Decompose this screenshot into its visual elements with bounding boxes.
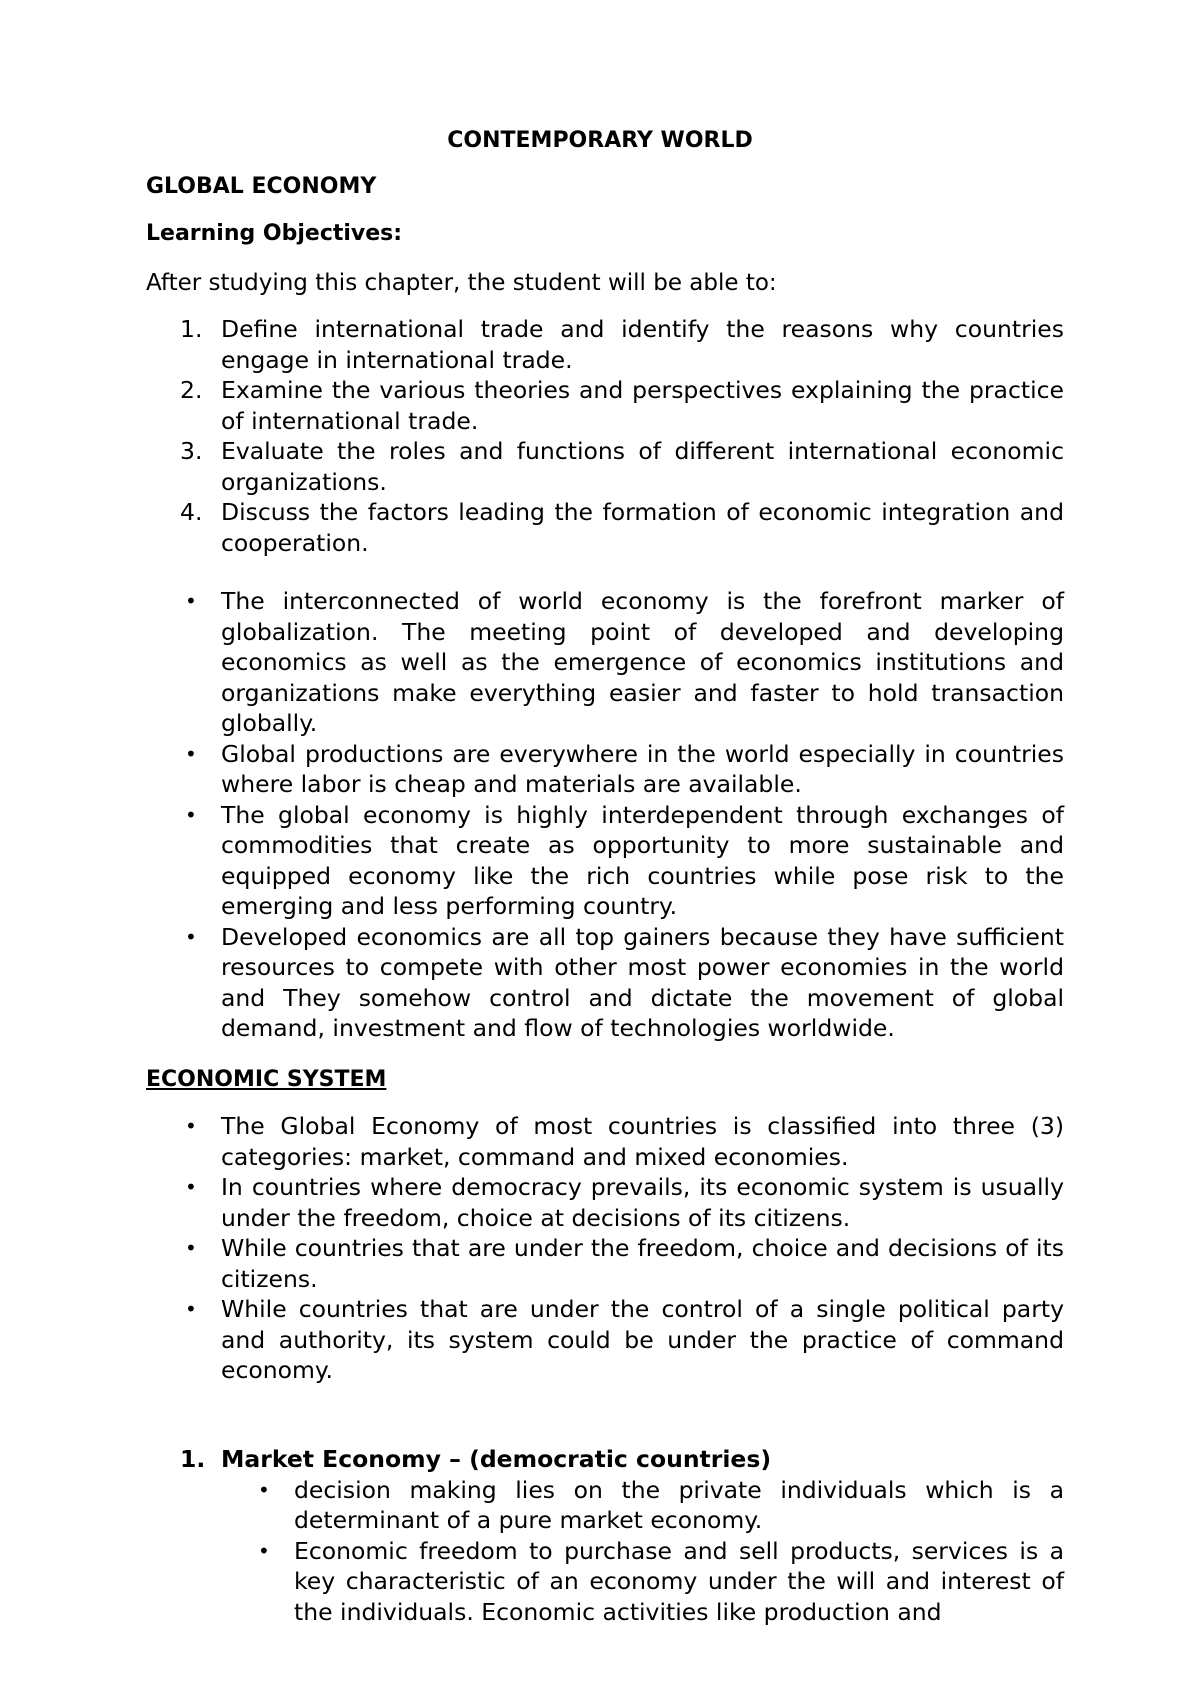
list-item-text: The global economy is highly interdependent through exchanges of commodities that create as opportunity to more sustainable and equipped economy like the rich countries while pose risk to the emerging and less performing country. [221, 800, 1064, 920]
list-item [0, 739, 1064, 800]
bullet-icon: • [258, 1538, 270, 1563]
list-number: 4. [180, 498, 203, 526]
document-title: CONTEMPORARY WORLD [447, 128, 753, 153]
list-number: 2. [180, 376, 203, 404]
list-item-text: decision making lies on the private individuals which is a determinant of a pure market economy. [294, 1475, 1064, 1534]
objectives-list [0, 314, 1200, 558]
bullet-icon: • [185, 1236, 197, 1260]
bullet-icon: • [185, 589, 197, 613]
list-item-text: The Global Economy of most countries is classified into three (3) categories: market, command and mixed economies. [221, 1112, 1064, 1171]
list-item [0, 1233, 1064, 1294]
economic-system-bullets [0, 1111, 1200, 1386]
list-number: 1. [180, 1445, 206, 1473]
list-item-text: While countries that are under the freedom, choice and decisions of its citizens. [221, 1234, 1064, 1293]
intro-text: After studying this chapter, the student will be able to: [146, 270, 777, 296]
list-item [0, 1475, 1064, 1536]
list-item-text: Developed economics are all top gainers because they have sufficient resources to compete with other most power economies in the world and They somehow control and dictate the movement of global demand, investment and flow of technologies worldwide. [221, 922, 1064, 1042]
market-economy-heading [0, 1444, 1200, 1475]
list-item-text: Global productions are everywhere in the world especially in countries where labor is cheap and materials are available. [221, 739, 1064, 798]
list-item [0, 436, 1064, 497]
list-number: 1. [180, 315, 203, 343]
list-item-text: Discuss the factors leading the formation of economic integration and cooperation. [221, 498, 1064, 557]
list-number: 3. [180, 437, 203, 465]
bullet-icon: • [185, 924, 197, 949]
list-item-text: Economic freedom to purchase and sell products, services is a key characteristic of an economy under the will and interest of the individuals. Economic activities like production and [294, 1536, 1064, 1626]
list-item [0, 375, 1064, 436]
list-item [0, 1172, 1064, 1233]
list-item-text: While countries that are under the control of a single political party and authority, its system could be under the practice of command economy. [221, 1295, 1064, 1384]
learning-objectives-heading: Learning Objectives: [146, 221, 403, 246]
bullet-icon: • [185, 741, 197, 766]
section-heading-economic-system: ECONOMIC SYSTEM [146, 1067, 387, 1092]
bullet-icon: • [258, 1477, 270, 1502]
list-item [0, 1536, 1064, 1628]
list-item [0, 586, 1064, 739]
list-item [0, 497, 1064, 558]
bullet-icon: • [185, 1297, 197, 1321]
market-economy-title: Market Economy – (democratic countries) [221, 1445, 772, 1473]
market-economy-section [0, 1444, 1200, 1627]
list-item [0, 922, 1064, 1044]
list-item [0, 1111, 1064, 1172]
global-economy-bullets [0, 586, 1200, 1044]
list-item [0, 314, 1064, 375]
list-item-text: Examine the various theories and perspectives explaining the practice of international trade. [221, 376, 1064, 435]
section-heading-global-economy: GLOBAL ECONOMY [146, 174, 377, 199]
list-item-text: Define international trade and identify the reasons why countries engage in international trade. [221, 315, 1064, 374]
list-item [0, 1294, 1064, 1386]
list-item-text: The interconnected of world economy is the forefront marker of globalization. The meeting point of developed and developing economics as well as the emergence of economics institutions and organizations make everything easier and faster to hold transaction globally. [221, 587, 1064, 737]
bullet-icon: • [185, 802, 197, 827]
list-item-text: Evaluate the roles and functions of different international economic organizations. [221, 437, 1064, 496]
bullet-icon: • [185, 1175, 197, 1199]
bullet-icon: • [185, 1114, 197, 1138]
list-item [0, 800, 1064, 922]
list-item-text: In countries where democracy prevails, its economic system is usually under the freedom, choice at decisions of its citizens. [221, 1173, 1064, 1232]
